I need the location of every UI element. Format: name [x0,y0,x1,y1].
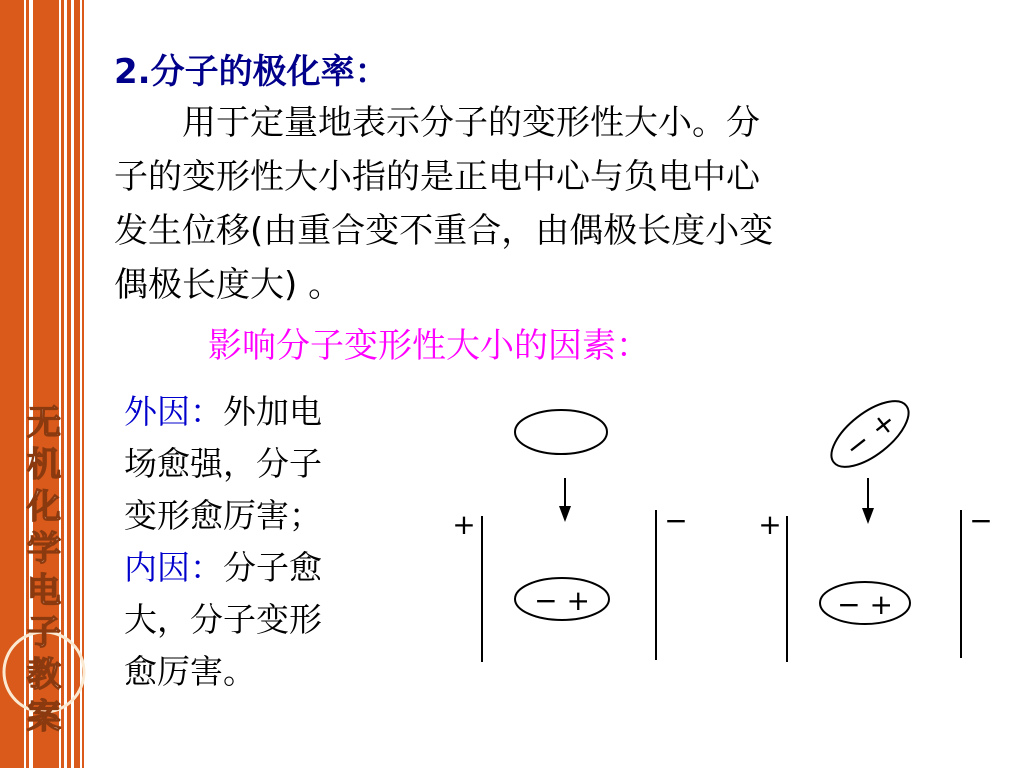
paragraph-line: 偶极长度大) 。 [114,265,343,305]
internal-label: 内因： [124,548,223,587]
sidebar-char: 机 [27,445,61,485]
plus-sign: + [758,508,782,541]
dipole-charges: − + [534,584,590,617]
external-label: 外因： [124,392,223,431]
plus-sign: + [452,508,476,541]
polarization-diagram [440,390,1000,680]
sidebar-char: 化 [27,487,61,527]
arrow-head [862,508,874,524]
sidebar-char: 无 [27,403,61,443]
sidebar-char: 教 [27,655,61,695]
internal-text: 大，分子变形 [124,600,322,639]
decorative-sidebar [0,0,98,768]
external-text: 场愈强，分子 [124,444,322,483]
definition-paragraph [114,96,1010,312]
nonpolar-molecule-ellipse [515,410,607,454]
arrow-head [559,506,571,522]
dipole-charges: − + [837,588,893,621]
paragraph-line: 子的变形性大小指的是正电中心与负电中心 [114,157,760,197]
paragraph-line: 发生位移(由重合变不重合，由偶极长度小变 [114,211,774,251]
minus-sign: − [664,504,688,537]
polar-molecule-charges: − + [838,404,903,465]
external-text: 变形愈厉害； [124,496,322,535]
external-text: 外加电 [223,392,322,431]
minus-sign: − [969,504,993,537]
factors-title: 影响分子变形性大小的因素： [208,326,650,366]
sidebar-char: 子 [27,613,61,653]
sidebar-char: 电 [27,571,61,611]
internal-factor-line [124,542,404,594]
internal-text: 分子愈 [223,548,322,587]
factors-list [124,386,404,698]
section-heading: 2.分子的极化率： [114,52,389,92]
sidebar-char: 学 [27,529,61,569]
external-factor-line [124,386,404,438]
paragraph-line: 用于定量地表示分子的变形性大小。分 [114,103,760,143]
sidebar-char: 案 [27,697,61,737]
internal-text: 愈厉害。 [124,652,256,691]
